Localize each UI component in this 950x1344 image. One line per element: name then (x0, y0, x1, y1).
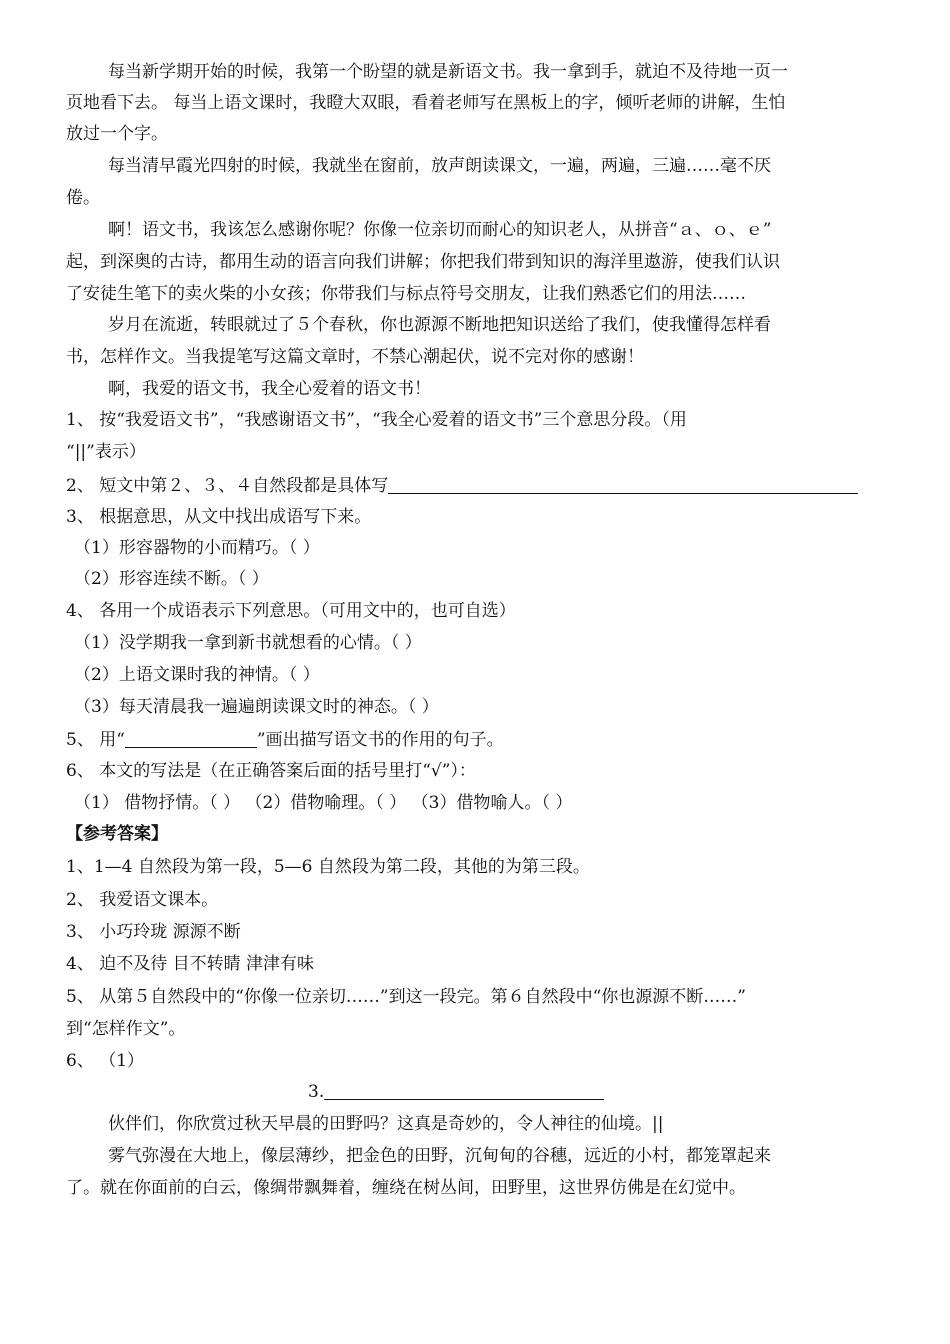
section-3-p1-line1: 伙伴们，你欣赏过秋天早晨的田野吗？这真是奇妙的，令人神往的仙境。|| (108, 1114, 664, 1134)
answer-1: 1、1—4 自然段为第一段，5—6 自然段为第二段，其他的为第三段。 (66, 857, 590, 877)
section-3-p2-line1: 雾气弥漫在大地上，像层薄纱，把金色的田野，沉甸甸的谷穗，远近的小村，都笼罩起来 (108, 1146, 771, 1166)
underline-sample (125, 729, 257, 748)
section-3-title-blank[interactable] (324, 1081, 604, 1100)
question-3-item-1: （1）形容器物的小而精巧。（ ） (74, 538, 320, 558)
passage-p3-line3: 了安徒生笔下的卖火柴的小女孩；你带我们与标点符号交朋友，让我们熟悉它们的用法…… (66, 284, 746, 304)
answers-heading: 【参考答案】 (66, 824, 168, 844)
passage-p4-line1: 岁月在流逝，转眼就过了５个春秋，你也源源不断地把知识送给了我们，使我懂得怎样看 (108, 315, 771, 335)
passage-p4-line2: 书，怎样作文。当我提笔写这篇文章时，不禁心潮起伏，说不完对你的感谢！ (66, 347, 644, 367)
question-5-prefix: 5、 用“ (66, 730, 125, 750)
question-4: 4、 各用一个成语表示下列意思。（可用文中的，也可自选） (66, 601, 516, 621)
answer-2: 2、 我爱语文课本。 (66, 890, 219, 910)
section-3-title (308, 1080, 604, 1104)
passage-p1-line2: 页地看下去。 每当上语文课时，我瞪大双眼，看着老师写在黑板上的字，倾听老师的讲解，生怕 (66, 93, 786, 113)
section-3-p2-line2: 了。就在你面前的白云，像绸带飘舞着，缠绕在树丛间，田野里，这世界仿佛是在幻觉中。 (66, 1178, 746, 1198)
question-5-suffix: ”画出描写语文书的作用的句子。 (256, 730, 504, 750)
question-5 (66, 728, 504, 752)
passage-p3-line1: 啊！语文书，我该怎么感谢你呢？你像一位亲切而耐心的知识老人，从拼音“ａ、ｏ、ｅ” (108, 220, 772, 240)
question-4-item-3: （3）每天清晨我一遍遍朗读课文时的神态。（ ） (74, 697, 439, 717)
question-6-options: （1） 借物抒情。（ ） （2）借物喻理。（ ） （3）借物喻人。（ ） (74, 793, 573, 813)
question-2-text: 2、 短文中第２、３、４自然段都是具体写 (66, 476, 389, 496)
answer-6: 6、 （1） (66, 1051, 145, 1071)
answer-4: 4、 迫不及待 目不转睛 津津有味 (66, 954, 315, 974)
passage-p1-line3: 放过一个字。 (66, 124, 168, 144)
passage-p5-line1: 啊，我爱的语文书，我全心爱着的语文书！ (108, 379, 431, 399)
passage-p3-line2: 起，到深奥的古诗，都用生动的语言向我们讲解；你把我们带到知识的海洋里遨游，使我们认识 (66, 252, 780, 272)
passage-p2-line2: 倦。 (66, 188, 100, 208)
question-1-line1: 1、 按“我爱语文书”，“我感谢语文书”，“我全心爱着的语文书”三个意思分段。（用 (66, 410, 687, 430)
question-6: 6、 本文的写法是（在正确答案后面的括号里打“√”）： (66, 761, 476, 781)
passage-p1-line1: 每当新学期开始的时候，我第一个盼望的就是新语文书。我一拿到手，就迫不及待地一页一 (108, 62, 788, 82)
question-3-item-2: （2）形容连续不断。（ ） (74, 569, 269, 589)
answer-5-line2: 到“怎样作文”。 (66, 1019, 186, 1039)
section-3-number: 3. (308, 1082, 325, 1102)
passage-p2-line1: 每当清早霞光四射的时候，我就坐在窗前，放声朗读课文，一遍，两遍，三遍……毫不厌 (108, 156, 771, 176)
question-2 (66, 474, 858, 498)
question-4-item-2: （2）上语文课时我的神情。（ ） (74, 665, 320, 685)
answer-5-line1: 5、 从第５自然段中的“你像一位亲切……”到这一段完。第６自然段中“你也源源不断……” (66, 987, 746, 1007)
question-4-item-1: （1）没学期我一拿到新书就想看的心情。（ ） (74, 633, 422, 653)
question-2-answer-blank[interactable] (388, 475, 858, 494)
question-3: 3、 根据意思，从文中找出成语写下来。 (66, 507, 372, 527)
answer-3: 3、 小巧玲珑 源源不断 (66, 922, 241, 942)
question-1-line2: “||”表示） (66, 442, 146, 462)
